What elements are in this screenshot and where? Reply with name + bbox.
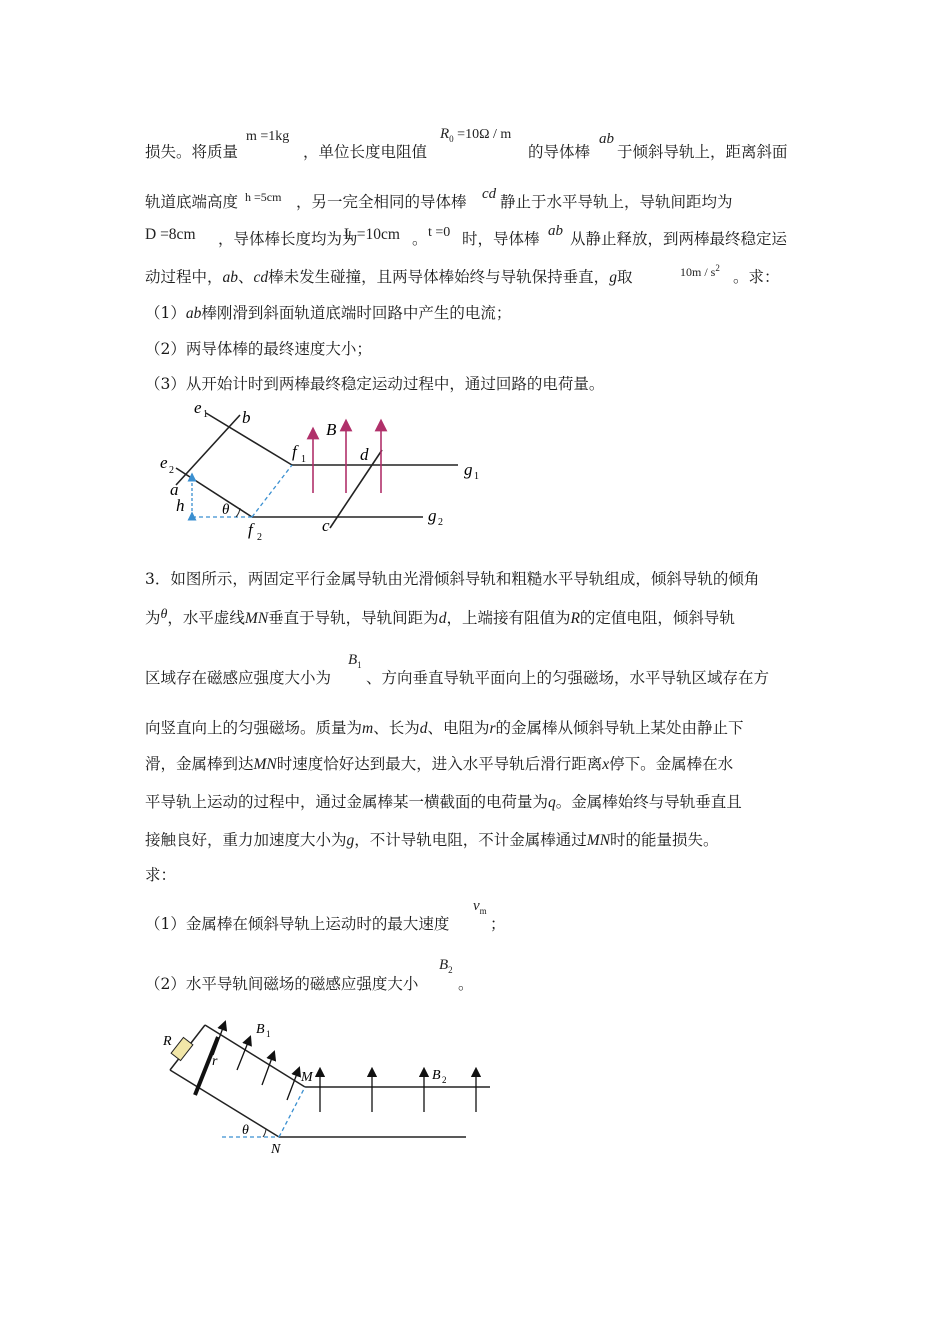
label-B: B (326, 420, 337, 439)
p3-line4: 向竖直向上的匀强磁场。质量为m、长为d、电阻为r的金属棒从倾斜导轨上某处由静止下 (145, 719, 744, 737)
p1-line2: 轨道底端高度 (145, 193, 239, 211)
p1-line1-d: 于倾斜导轨上，距离斜面 (617, 143, 788, 161)
p1-line2-b: ，另一完全相同的导体棒 (296, 193, 467, 211)
label-b: b (242, 408, 251, 427)
formula-g: $10m / s^2$ (680, 263, 720, 279)
svg-text:2: 2 (442, 1075, 447, 1085)
p1-line1: 损失。将质量 (145, 143, 239, 161)
p3-line3-a: 区域存在磁感应强度大小为 (145, 669, 332, 687)
p3-question-2: （2）水平导轨间磁场的磁感应强度大小 (145, 975, 419, 993)
formula-R0: $R_0 =10\Omega / m$ (440, 126, 512, 144)
label-R: R (163, 1034, 172, 1049)
formula-ab-2: ab (548, 223, 563, 239)
p1-line3-a: ，导体棒长度均为为 (218, 230, 358, 248)
label-theta-2: θ (242, 1123, 249, 1138)
svg-text:2: 2 (257, 532, 262, 543)
label-d: d (360, 445, 369, 464)
sub-1: 1 (203, 409, 208, 420)
svg-text:1: 1 (266, 1029, 271, 1039)
label-c: c (322, 516, 330, 535)
formula-L: L =10cm (344, 226, 400, 243)
formula-D: D =8cm (145, 226, 196, 243)
label-M: M (301, 1070, 313, 1085)
p1-line3-c: 时，导体棒 (462, 230, 540, 248)
p3-question-1-end: ； (490, 915, 506, 933)
label-e1: e (194, 398, 202, 417)
svg-text:1: 1 (301, 454, 306, 465)
p1-line1-c: 的导体棒 (528, 143, 591, 161)
label-f1: f (292, 442, 297, 461)
label-h: h (176, 496, 185, 515)
label-theta: θ (222, 502, 230, 518)
p1-line2-c: 静止于水平导轨上，导轨间距均为 (500, 193, 733, 211)
p3-line5: 滑，金属棒到达MN时速度恰好达到最大，进入水平导轨后滑行距离x停下。金属棒在水 (145, 755, 734, 773)
p3-line6: 平导轨上运动的过程中，通过金属棒某一横截面的电荷量为q。金属棒始终与导轨垂直且 (145, 793, 742, 811)
formula-B1: $B_1$ (348, 652, 362, 670)
formula-ab: ab (599, 131, 614, 147)
label-g1: g (464, 460, 473, 479)
label-B2: B (432, 1068, 441, 1083)
formula-vm: $v_m$ (473, 898, 487, 916)
label-a: a (170, 480, 179, 499)
p3-line1: 3．如图所示，两固定平行金属导轨由光滑倾斜导轨和粗糙水平导轨组成，倾斜导轨的倾角 (145, 570, 760, 588)
p1-line1-b: ，单位长度电阻值 (303, 143, 428, 161)
p3-line8: 求： (145, 866, 177, 884)
sub-2: 2 (169, 465, 174, 476)
formula-cd: cd (482, 186, 497, 202)
p3-question-2-end: 。 (458, 975, 474, 993)
figure-rails-diagram (0, 395, 950, 555)
label-g2: g (428, 506, 437, 525)
p3-line3-b: 、方向垂直导轨平面向上的匀强磁场，水平导轨区域存在方 (366, 669, 770, 687)
p1-line4: 动过程中，ab、cd棒未发生碰撞，且两导体棒始终与导轨保持垂直，g取 (145, 268, 633, 286)
formula-B2: $B_2$ (439, 957, 453, 975)
question-1: （1）ab棒刚滑到斜面轨道底端时回路中产生的电流； (145, 304, 512, 322)
question-3: （3）从开始计时到两棒最终稳定运动过程中，通过回路的电荷量。 (145, 375, 605, 393)
formula-h: h =5cm (245, 190, 282, 204)
p3-line7: 接触良好，重力加速度大小为g，不计导轨电阻，不计金属棒通过MN时的能量损失。 (145, 831, 719, 849)
p1-line4-end: 。求： (733, 268, 780, 286)
formula-t: t =0 (428, 225, 451, 240)
formula-mass: m =1kg (246, 129, 290, 144)
label-r: r (212, 1054, 218, 1069)
label-B1: B (256, 1022, 265, 1037)
label-N: N (271, 1142, 281, 1157)
svg-text:2: 2 (438, 517, 443, 528)
p1-line3-b: 。 (412, 230, 428, 248)
p1-line3-d: 从静止释放，到两棒最终稳定运 (570, 230, 788, 248)
label-f2: f (248, 520, 253, 539)
svg-text:1: 1 (474, 471, 479, 482)
figure-incline-diagram (0, 1015, 950, 1165)
label-e2: e (160, 453, 168, 472)
p3-line2: 为θ，水平虚线MN垂直于导轨，导轨间距为d，上端接有阻值为R的定值电阻，倾斜导轨 (145, 607, 735, 627)
p3-question-1: （1）金属棒在倾斜导轨上运动时的最大速度 (145, 915, 450, 933)
question-2: （2）两导体棒的最终速度大小； (145, 340, 372, 358)
